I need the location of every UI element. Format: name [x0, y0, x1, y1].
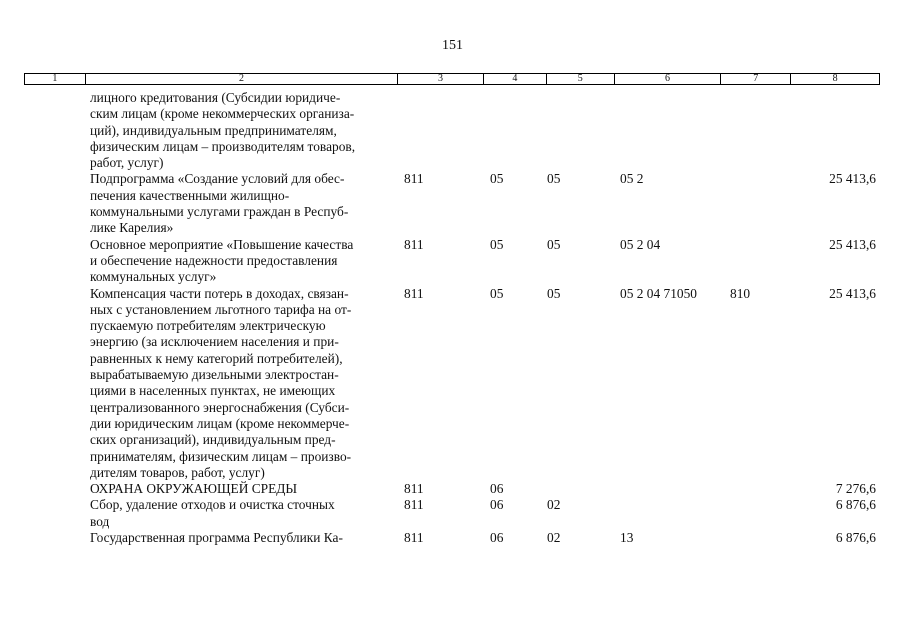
description-line: физическим лицам – производителям товаров, — [90, 138, 356, 154]
amount: 7 276,6 — [835, 481, 876, 497]
description-line: ций), индивидуальным предпринимателям, — [90, 122, 337, 138]
code-column-4: 06 — [490, 497, 504, 513]
table-header — [24, 73, 880, 85]
description-line: лицного кредитования (Субсидии юридиче- — [90, 90, 341, 105]
code-column-7: 810 — [730, 285, 751, 301]
table-row — [0, 530, 905, 546]
row-description — [90, 171, 395, 236]
code-column-6: 05 2 — [620, 171, 644, 187]
description-line: лике Карелия» — [90, 220, 174, 236]
table-row — [0, 497, 905, 530]
description-line: коммунальными услугами граждан в Респуб- — [90, 204, 349, 220]
table-row — [0, 481, 905, 497]
page-number: 151 — [442, 38, 463, 53]
description-line: коммунальных услуг» — [90, 269, 217, 285]
code-column-3: 811 — [404, 285, 424, 301]
description-line: централизованного энергоснабжения (Субси- — [90, 399, 350, 415]
table-row — [0, 90, 905, 171]
code-column-4: 06 — [490, 530, 504, 546]
description-line: ским лицам (кроме некоммерческих организа- — [90, 106, 355, 122]
description-line: пускаемую потребителям электрическую — [90, 318, 326, 334]
header-col-2: 2 — [86, 74, 398, 84]
code-column-5: 02 — [547, 530, 561, 546]
description-line: ОХРАНА ОКРУЖАЮЩЕЙ СРЕДЫ — [90, 481, 298, 497]
description-line: дителям товаров, работ, услуг) — [90, 464, 265, 480]
code-column-4: 05 — [490, 285, 504, 301]
description-line: принимателям, физическим лицам – произво- — [90, 448, 352, 464]
amount: 6 876,6 — [835, 497, 876, 513]
code-column-4: 05 — [490, 171, 504, 187]
code-column-3: 811 — [404, 481, 424, 497]
description-line: Компенсация части потерь в доходах, связан- — [90, 285, 349, 301]
description-line: равненных к нему категорий потребителей), — [90, 350, 343, 366]
header-col-8: 8 — [832, 73, 838, 84]
amount: 25 413,6 — [829, 236, 876, 252]
row-description — [90, 530, 395, 546]
code-column-5: 02 — [547, 497, 561, 513]
table-row — [0, 237, 905, 286]
code-column-4: 06 — [490, 481, 504, 497]
description-line: ных с установлением льготного тарифа на от- — [90, 301, 352, 317]
code-column-6: 05 2 04 71050 — [620, 285, 697, 301]
description-line: дии юридическим лицам (кроме некоммерче- — [90, 415, 350, 431]
code-column-3: 811 — [404, 497, 424, 513]
table-body — [0, 90, 905, 546]
code-column-4: 05 — [490, 236, 504, 252]
code-column-3: 811 — [404, 530, 424, 546]
code-column-6: 05 2 04 — [620, 236, 661, 252]
code-column-6: 13 — [620, 530, 634, 546]
amount: 25 413,6 — [829, 171, 876, 187]
header-col-6: 6 — [615, 74, 722, 84]
description-line: печения качественными жилищно- — [90, 187, 290, 203]
code-column-5: 05 — [547, 285, 561, 301]
description-line: Подпрограмма «Создание условий для обес- — [90, 171, 345, 187]
description-line: вод — [90, 513, 110, 529]
amount: 6 876,6 — [835, 530, 876, 546]
code-column-3: 811 — [404, 171, 424, 187]
description-line: и обеспечение надежности предоставления — [90, 252, 338, 268]
code-column-3: 811 — [404, 236, 424, 252]
header-col-5: 5 — [547, 74, 615, 84]
row-description — [90, 497, 395, 530]
description-line: Основное мероприятие «Повышение качества — [90, 236, 354, 252]
row-description — [90, 237, 395, 286]
code-column-5: 05 — [547, 236, 561, 252]
description-line: энергию (за исключением населения и при- — [90, 334, 339, 350]
amount: 25 413,6 — [829, 285, 876, 301]
code-column-5: 05 — [547, 171, 561, 187]
row-description — [90, 286, 395, 482]
description-line: ских организаций), индивидуальным пред- — [90, 432, 336, 448]
header-col-1: 1 — [25, 74, 86, 84]
description-line: вырабатываемую дизельными электростан- — [90, 367, 339, 383]
row-description — [90, 481, 395, 497]
header-col-3: 3 — [398, 74, 484, 84]
table-row — [0, 171, 905, 236]
header-col-7: 7 — [721, 74, 791, 84]
row-description — [90, 90, 395, 171]
description-line: Государственная программа Республики Ка- — [90, 530, 343, 546]
header-col-4: 4 — [484, 74, 547, 84]
description-line: Сбор, удаление отходов и очистка сточных — [90, 497, 335, 513]
table-row — [0, 286, 905, 482]
description-line: циями в населенных пунктах, не имеющих — [90, 383, 336, 399]
description-line: работ, услуг) — [90, 155, 164, 171]
